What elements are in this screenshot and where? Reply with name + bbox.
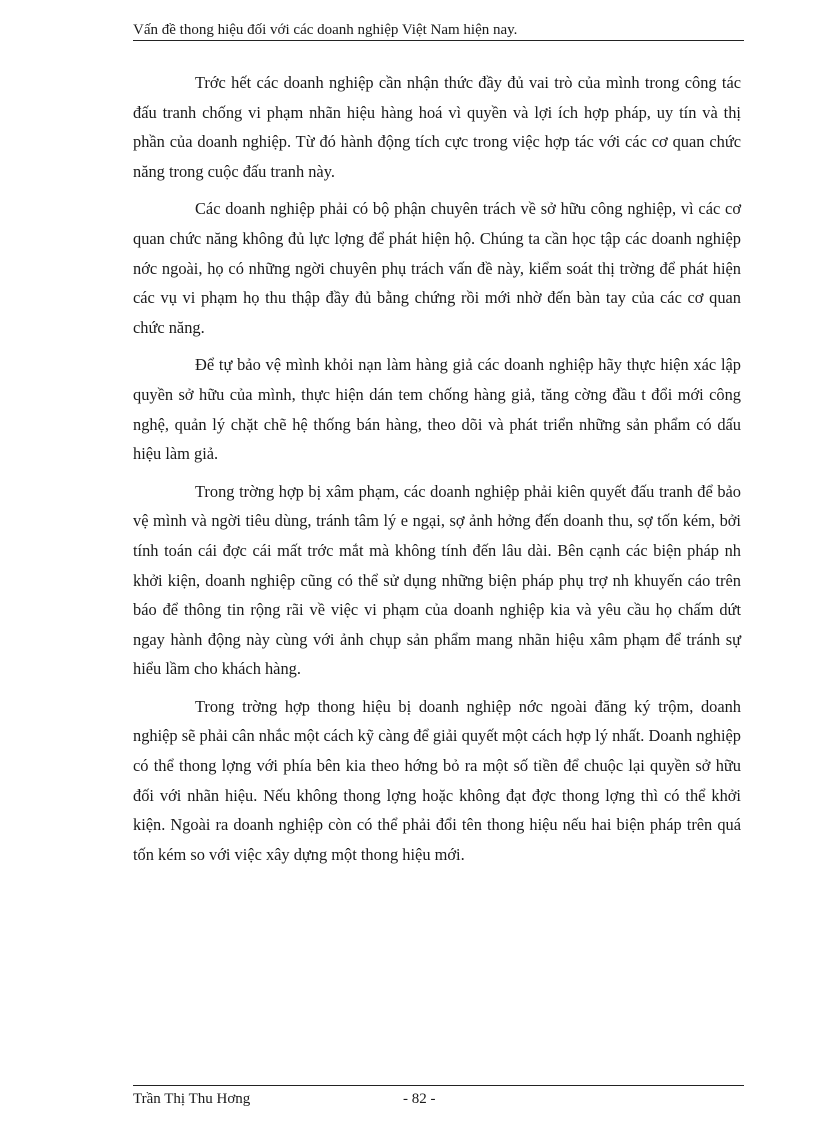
document-body <box>133 68 741 877</box>
paragraph: Trớc hết các doanh nghiệp cần nhận thức đầy đủ vai trò của mình trong công tác đấu tranh chống vi phạm nhãn hiệu hàng hoá vì quyền và lợi ích hợp pháp, uy tín và thị phần của doanh nghiệp. Từ đó hành động tích cực trong việc hợp tác với các cơ quan chức năng trong cuộc đấu tranh này. <box>133 73 741 181</box>
footer-author: Trần Thị Thu Hơng <box>133 1091 251 1107</box>
page-footer <box>133 1085 744 1108</box>
paragraph: Trong trờng hợp thong hiệu bị doanh nghiệp nớc ngoài đăng ký trộm, doanh nghiệp sẽ phải cân nhắc một cách kỹ càng để giải quyết một cách hợp lý nhất. Doanh nghiệp có thể thong lợng với phía bên kia theo hớng bỏ ra một số tiền để chuộc lại quyền sở hữu đối với nhãn hiệu. Nếu không thong lợng hoặc không đạt đợc thong lợng thì có thể khởi kiện. Ngoài ra doanh nghiệp còn có thể phải đổi tên thong hiệu nếu hai biện pháp trên quá tốn kém so với việc xây dựng một thong hiệu mới. <box>133 696 741 864</box>
page-header <box>133 20 744 41</box>
paragraph: Các doanh nghiệp phải có bộ phận chuyên trách về sở hữu công nghiệp, vì các cơ quan chức năng không đủ lực lợng để phát hiện hộ. Chúng ta cần học tập các doanh nghiệp nớc ngoài, họ có những ngời chuyên phụ trách vấn đề này, kiểm soát thị trờng để phát hiện các vụ vi phạm họ thu thập đầy đủ bằng chứng rồi mới nhờ đến bàn tay của các cơ quan chức năng. <box>133 199 741 337</box>
paragraph: Trong trờng hợp bị xâm phạm, các doanh nghiệp phải kiên quyết đấu tranh để bảo vệ mình và ngời tiêu dùng, tránh tâm lý e ngại, sợ ảnh hởng đến doanh thu, sợ tốn kém, bởi tính toán cái đợc cái mất trớc mắt mà không tính đến lâu dài. Bên cạnh các biện pháp nh khởi kiện, doanh nghiệp cũng có thể sử dụng những biện pháp phụ trợ nh khuyến cáo trên báo để thông tin rộng rãi về việc vi phạm của doanh nghiệp kia và yêu cầu họ chấm dứt ngay hành động này cùng với ảnh chụp sản phẩm mang nhãn hiệu xâm phạm để tránh sự hiểu lầm cho khách hàng. <box>133 481 741 679</box>
page-number: - 82 - <box>403 1091 436 1107</box>
paragraph: Để tự bảo vệ mình khỏi nạn làm hàng giả các doanh nghiệp hãy thực hiện xác lập quyền sở hữu của mình, thực hiện dán tem chống hàng giả, tăng cờng đầu t đổi mới công nghệ, quản lý chặt chẽ hệ thống bán hàng, theo dõi và phát triển những sản phẩm có dấu hiệu làm giả. <box>133 355 741 464</box>
header-title: Vấn đề thong hiệu đối với các doanh nghiệp Việt Nam hiện nay. <box>133 22 518 38</box>
